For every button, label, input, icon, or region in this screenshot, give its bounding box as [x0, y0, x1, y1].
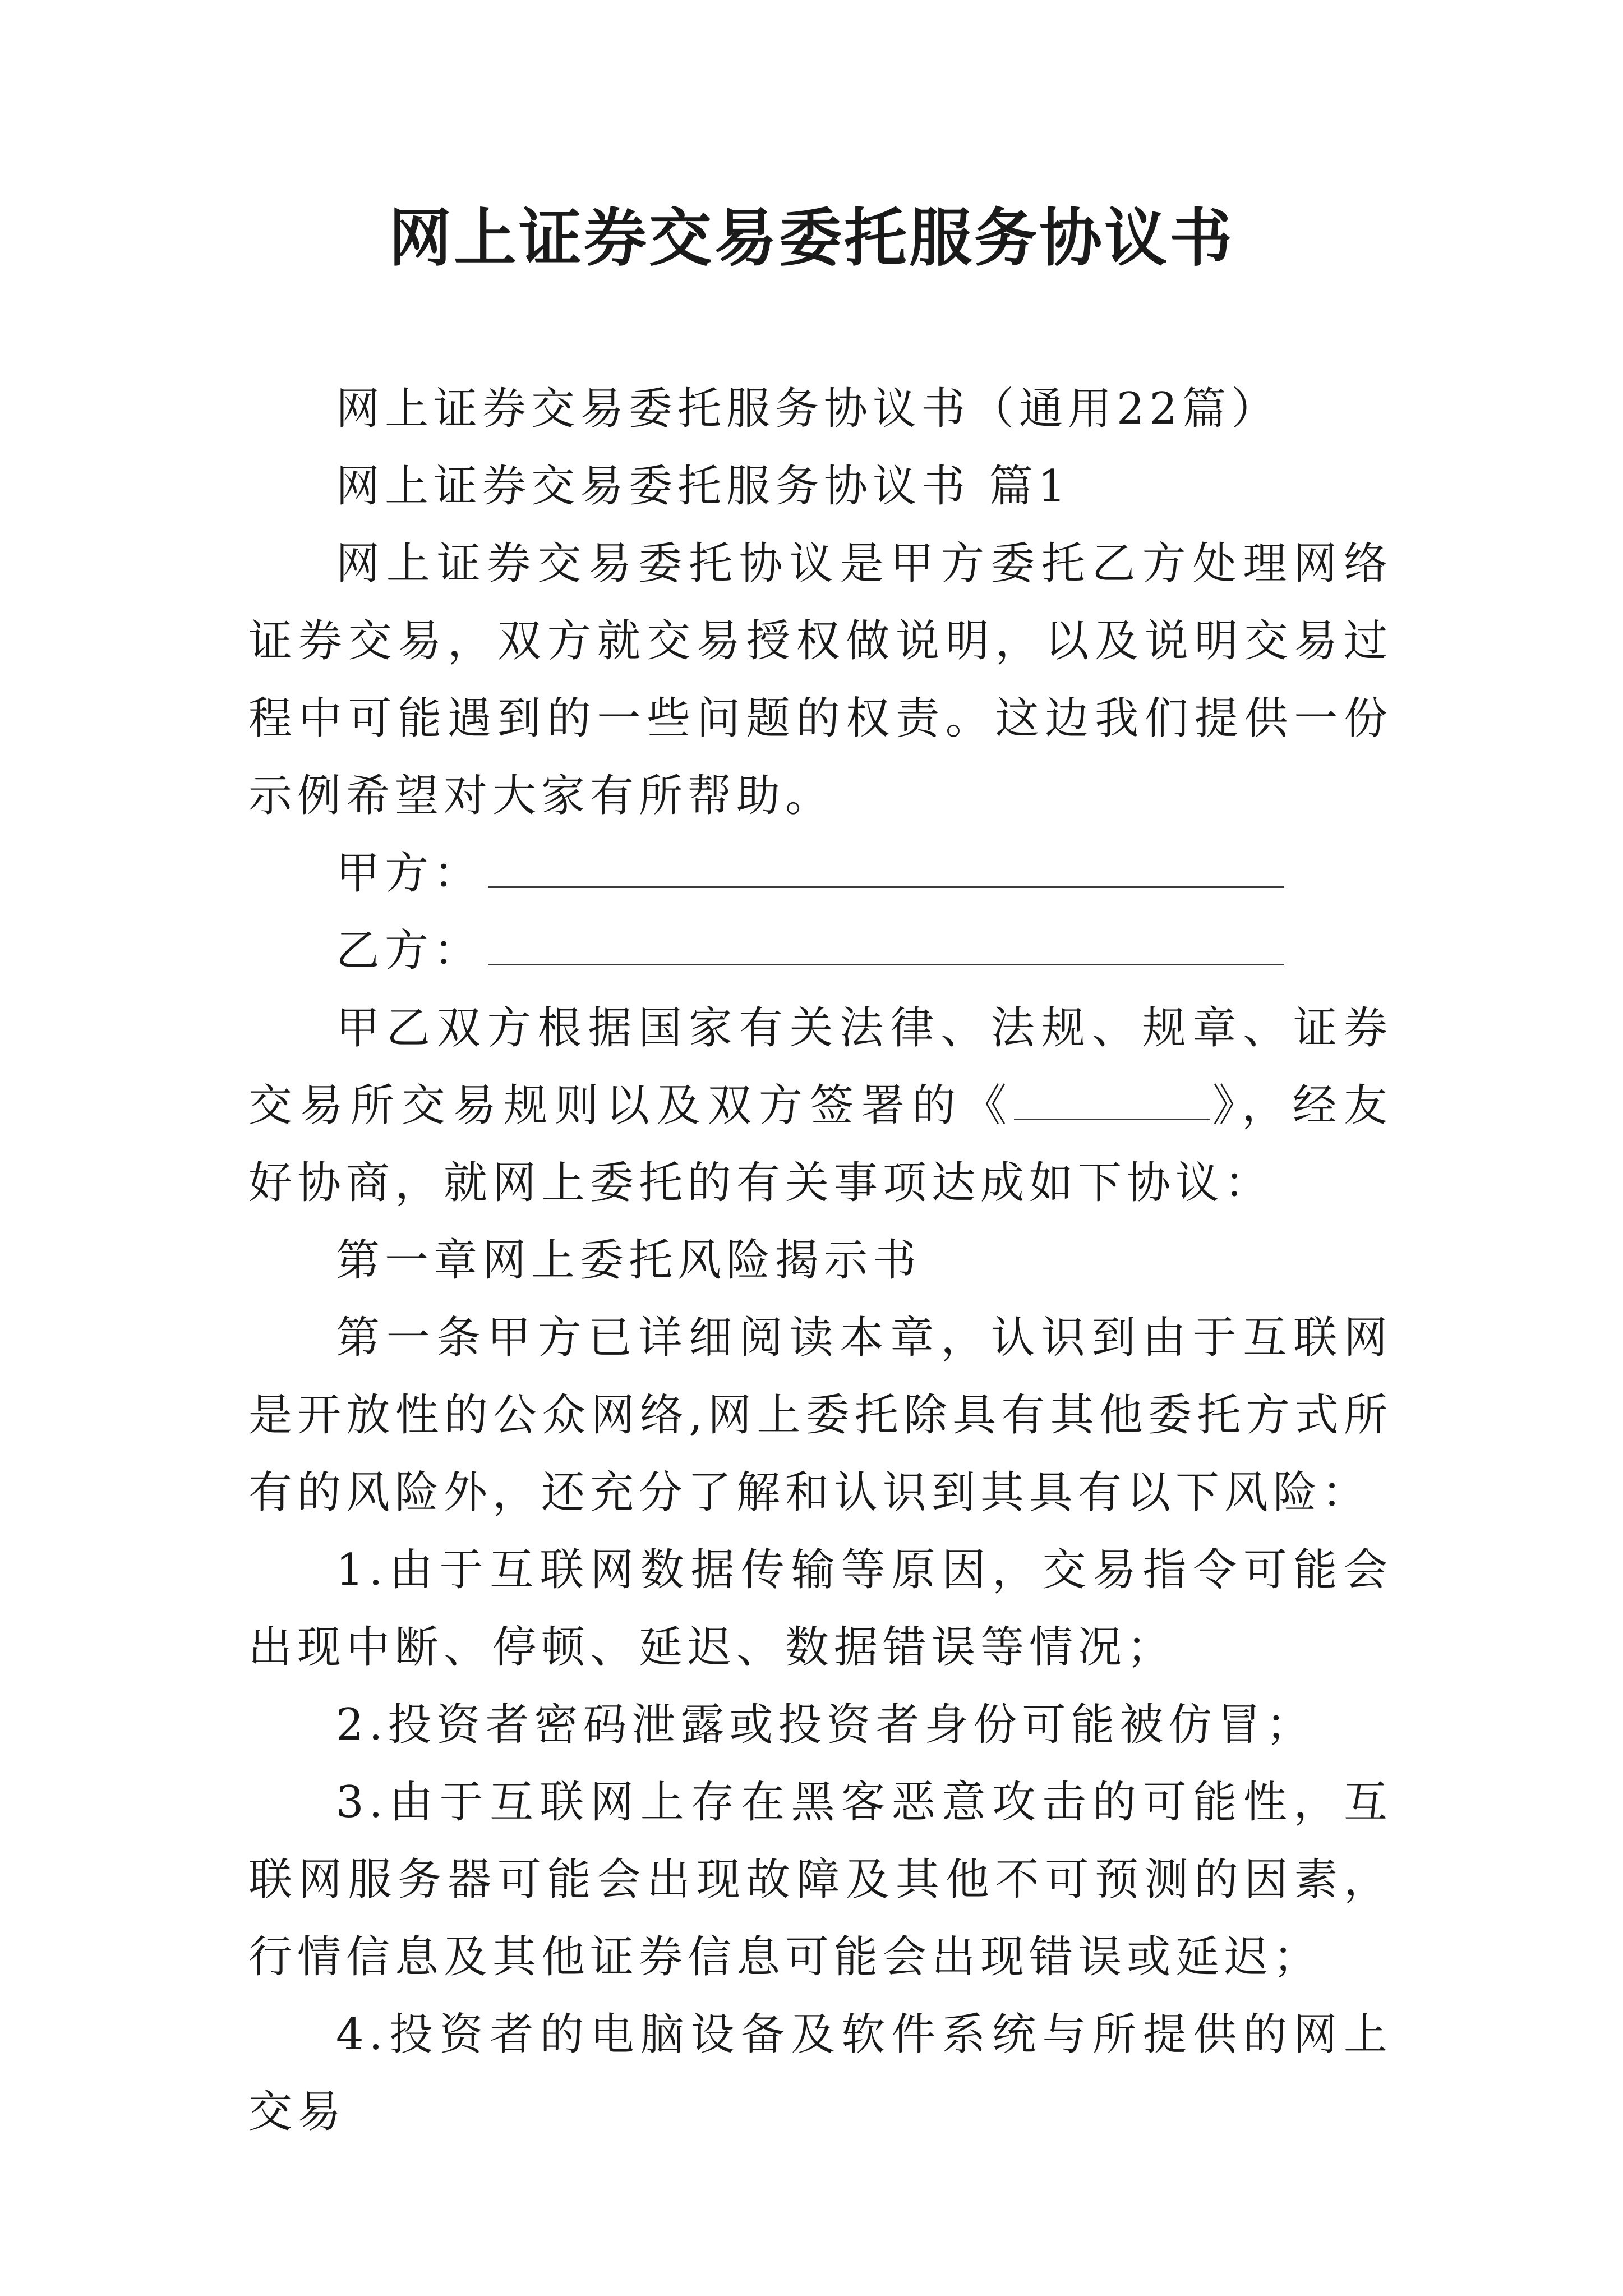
party-b-line: [248, 912, 1393, 990]
article-1-paragraph: 第一条甲方已详细阅读本章，认识到由于互联网是开放性的公众网络,网上委托除具有其他委托方式所有的风险外，还充分了解和认识到其具有以下风险：: [248, 1313, 1393, 1518]
party-a-label: 甲方：: [336, 848, 483, 899]
article-heading: 网上证券交易委托服务协议书 篇1: [336, 461, 1071, 512]
intro-paragraph: 网上证券交易委托协议是甲方委托乙方处理网络证券交易，双方就交易授权做说明，以及说明交易过程中可能遇到的一些问题的权责。这边我们提供一份示例希望对大家有所帮助。: [248, 539, 1393, 821]
risk-item-1: 1.由于互联网数据传输等原因，交易指令可能会出现中断、停顿、延迟、数据错误等情况；: [248, 1545, 1393, 1673]
chapter-1-heading: 第一章网上委托风险揭示书: [336, 1235, 922, 1286]
document-body: [248, 370, 1393, 2151]
agreement-paragraph: [248, 990, 1393, 1222]
risk-item-4: 4.投资者的电脑设备及软件系统与所提供的网上交易: [248, 2009, 1393, 2137]
party-b-label: 乙方：: [336, 926, 483, 976]
risk-item-3: 3.由于互联网上存在黑客恶意攻击的可能性，互联网服务器可能会出现故障及其他不可预测的因素，行情信息及其他证券信息可能会出现错误或延迟；: [248, 1777, 1393, 1982]
party-a-line: [248, 835, 1393, 912]
party-b-blank: [488, 924, 1284, 965]
agreement-text-after: 》，经友好协商，就网上委托的有关事项达成如下协议：: [248, 1080, 1393, 1208]
document-title: 网上证券交易委托服务协议书: [389, 201, 1234, 275]
risk-item-2: 2.投资者密码泄露或投资者身份可能被仿冒；: [336, 1700, 1315, 1750]
party-a-blank: [488, 847, 1284, 888]
subtitle: 网上证券交易委托服务协议书（通用22篇）: [336, 384, 1280, 434]
agreement-name-blank: [1014, 1079, 1210, 1120]
agreement-text-before: 甲乙双方根据国家有关法律、法规、规章、证券交易所交易规则以及双方签署的《: [248, 1003, 1393, 1131]
